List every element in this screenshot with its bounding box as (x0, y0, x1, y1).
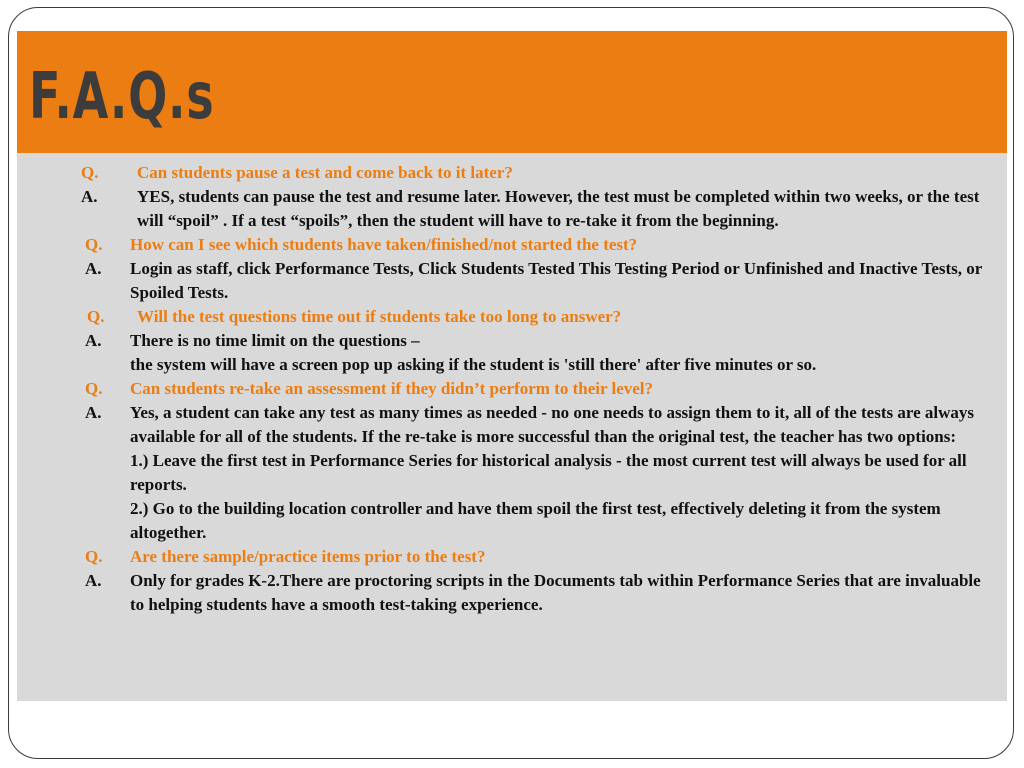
question-text: Can students pause a test and come back to it later? (137, 163, 513, 182)
question-marker: Q. (85, 547, 103, 566)
faq-answer (17, 257, 1007, 305)
question-text: Are there sample/practice items prior to the test? (130, 547, 486, 566)
faq-question (17, 305, 1007, 329)
answer-marker: A. (85, 331, 102, 350)
question-marker: Q. (87, 307, 105, 326)
question-marker: Q. (85, 235, 103, 254)
slide-title: F.A.Q.s (29, 60, 215, 134)
answer-text: Only for grades K-2.There are proctoring scripts in the Documents tab within Performance Series that are invaluable to helping students have a smooth test-taking experience. (130, 571, 981, 614)
faq-question (17, 233, 1007, 257)
faq-question (17, 377, 1007, 401)
question-text: How can I see which students have taken/finished/not started the test? (130, 235, 638, 254)
faq-question (17, 545, 1007, 569)
answer-marker: A. (85, 403, 102, 422)
answer-text: the system will have a screen pop up asking if the student is 'still there' after five minutes or so. (130, 355, 817, 374)
answer-text: There is no time limit on the questions – (130, 331, 420, 350)
question-text: Will the test questions time out if students take too long to answer? (137, 307, 622, 326)
answer-text: Login as staff, click Performance Tests, Click Students Tested This Testing Period or Unfinished and Inactive Tests, or Spoiled Tests. (130, 259, 982, 302)
faq-question (17, 161, 1007, 185)
answer-text: 1.) Leave the first test in Performance Series for historical analysis - the most current test will always be used for all reports. (130, 451, 967, 494)
faq-answer (17, 185, 1007, 233)
answer-marker: A. (81, 187, 98, 206)
answer-text: YES, students can pause the test and resume later. However, the test must be completed within two weeks, or the test will “spoil” . If a test “spoils”, then the student will have to re-take it from the beginning. (137, 187, 980, 230)
answer-marker: A. (85, 571, 102, 590)
answer-text: 2.) Go to the building location controller and have them spoil the first test, effectively deleting it from the system altogether. (130, 499, 941, 542)
faq-list (17, 161, 1007, 617)
faq-answer (17, 401, 1007, 545)
question-text: Can students re-take an assessment if they didn’t perform to their level? (130, 379, 654, 398)
question-marker: Q. (85, 379, 103, 398)
faq-answer (17, 329, 1007, 377)
answer-marker: A. (85, 259, 102, 278)
question-marker: Q. (81, 163, 99, 182)
title-banner (17, 31, 1007, 153)
answer-text: Yes, a student can take any test as many times as needed - no one needs to assign them to it, all of the tests are always available for all of the students. If the re-take is more successful than the original test, the teacher has two options: (130, 403, 974, 446)
faq-answer (17, 569, 1007, 617)
faq-panel (17, 153, 1007, 701)
